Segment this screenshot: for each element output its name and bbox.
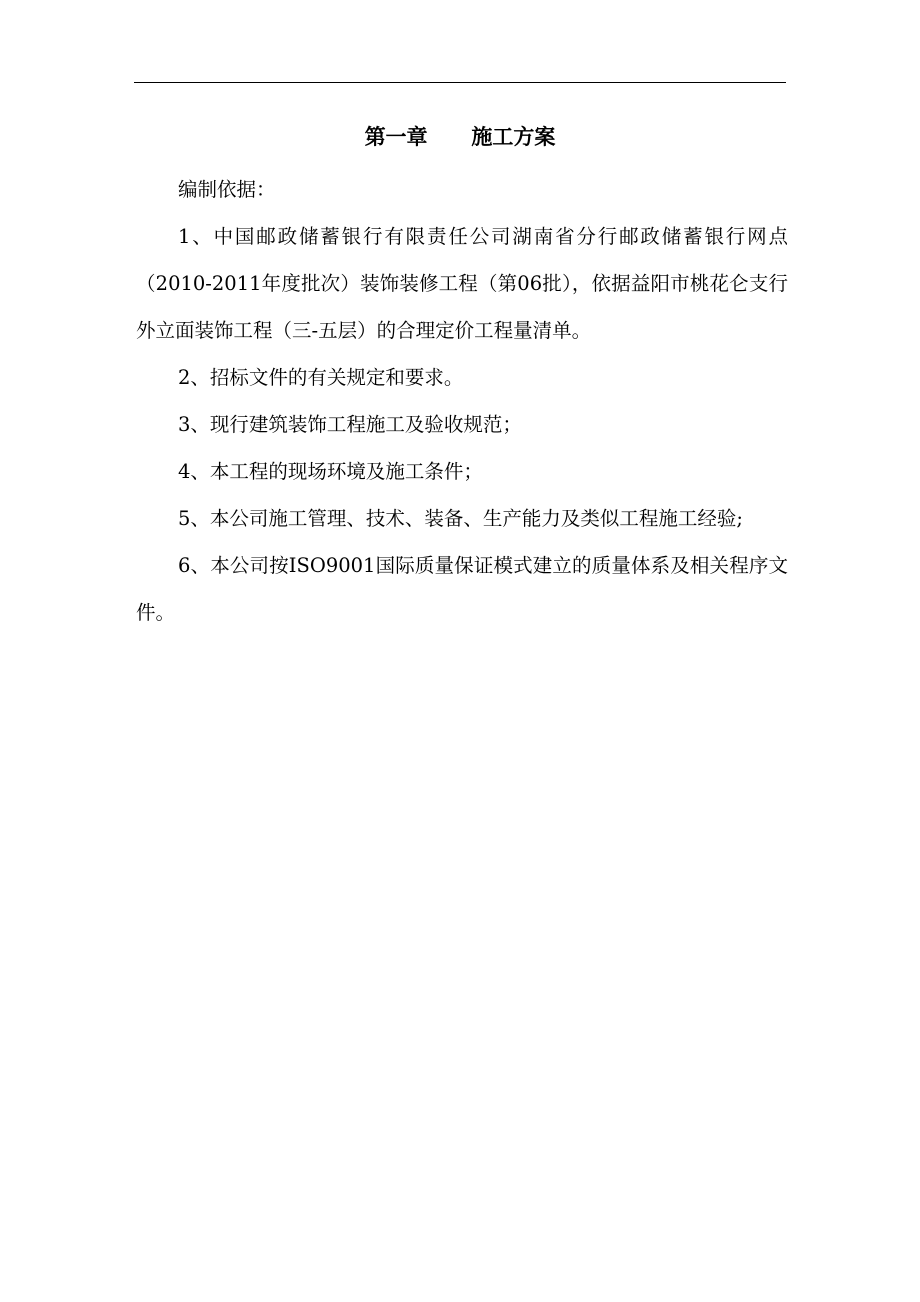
body-text — [136, 166, 788, 636]
header-rule — [134, 82, 786, 83]
paragraph-item-1: 1、中国邮政储蓄银行有限责任公司湖南省分行邮政储蓄银行网点（2010-2011年度批次）装饰装修工程（第06批），依据益阳市桃花仑支行外立面装饰工程（三-五层）的合理定价工程量清单。 — [136, 225, 788, 342]
paragraph-item-5: 5、本公司施工管理、技术、装备、生产能力及类似工程施工经验; — [178, 507, 743, 530]
chapter-title: 第一章 施工方案 — [364, 124, 556, 149]
paragraph-item-3: 3、现行建筑装饰工程施工及验收规范； — [178, 413, 522, 436]
paragraph-item-2: 2、招标文件的有关规定和要求。 — [178, 366, 464, 389]
paragraph-item-6: 6、本公司按ISO9001国际质量保证模式建立的质量体系及相关程序文件。 — [136, 554, 788, 624]
paragraph-basis-heading: 编制依据： — [178, 178, 276, 201]
paragraph-item-4: 4、本工程的现场环境及施工条件； — [178, 460, 483, 483]
